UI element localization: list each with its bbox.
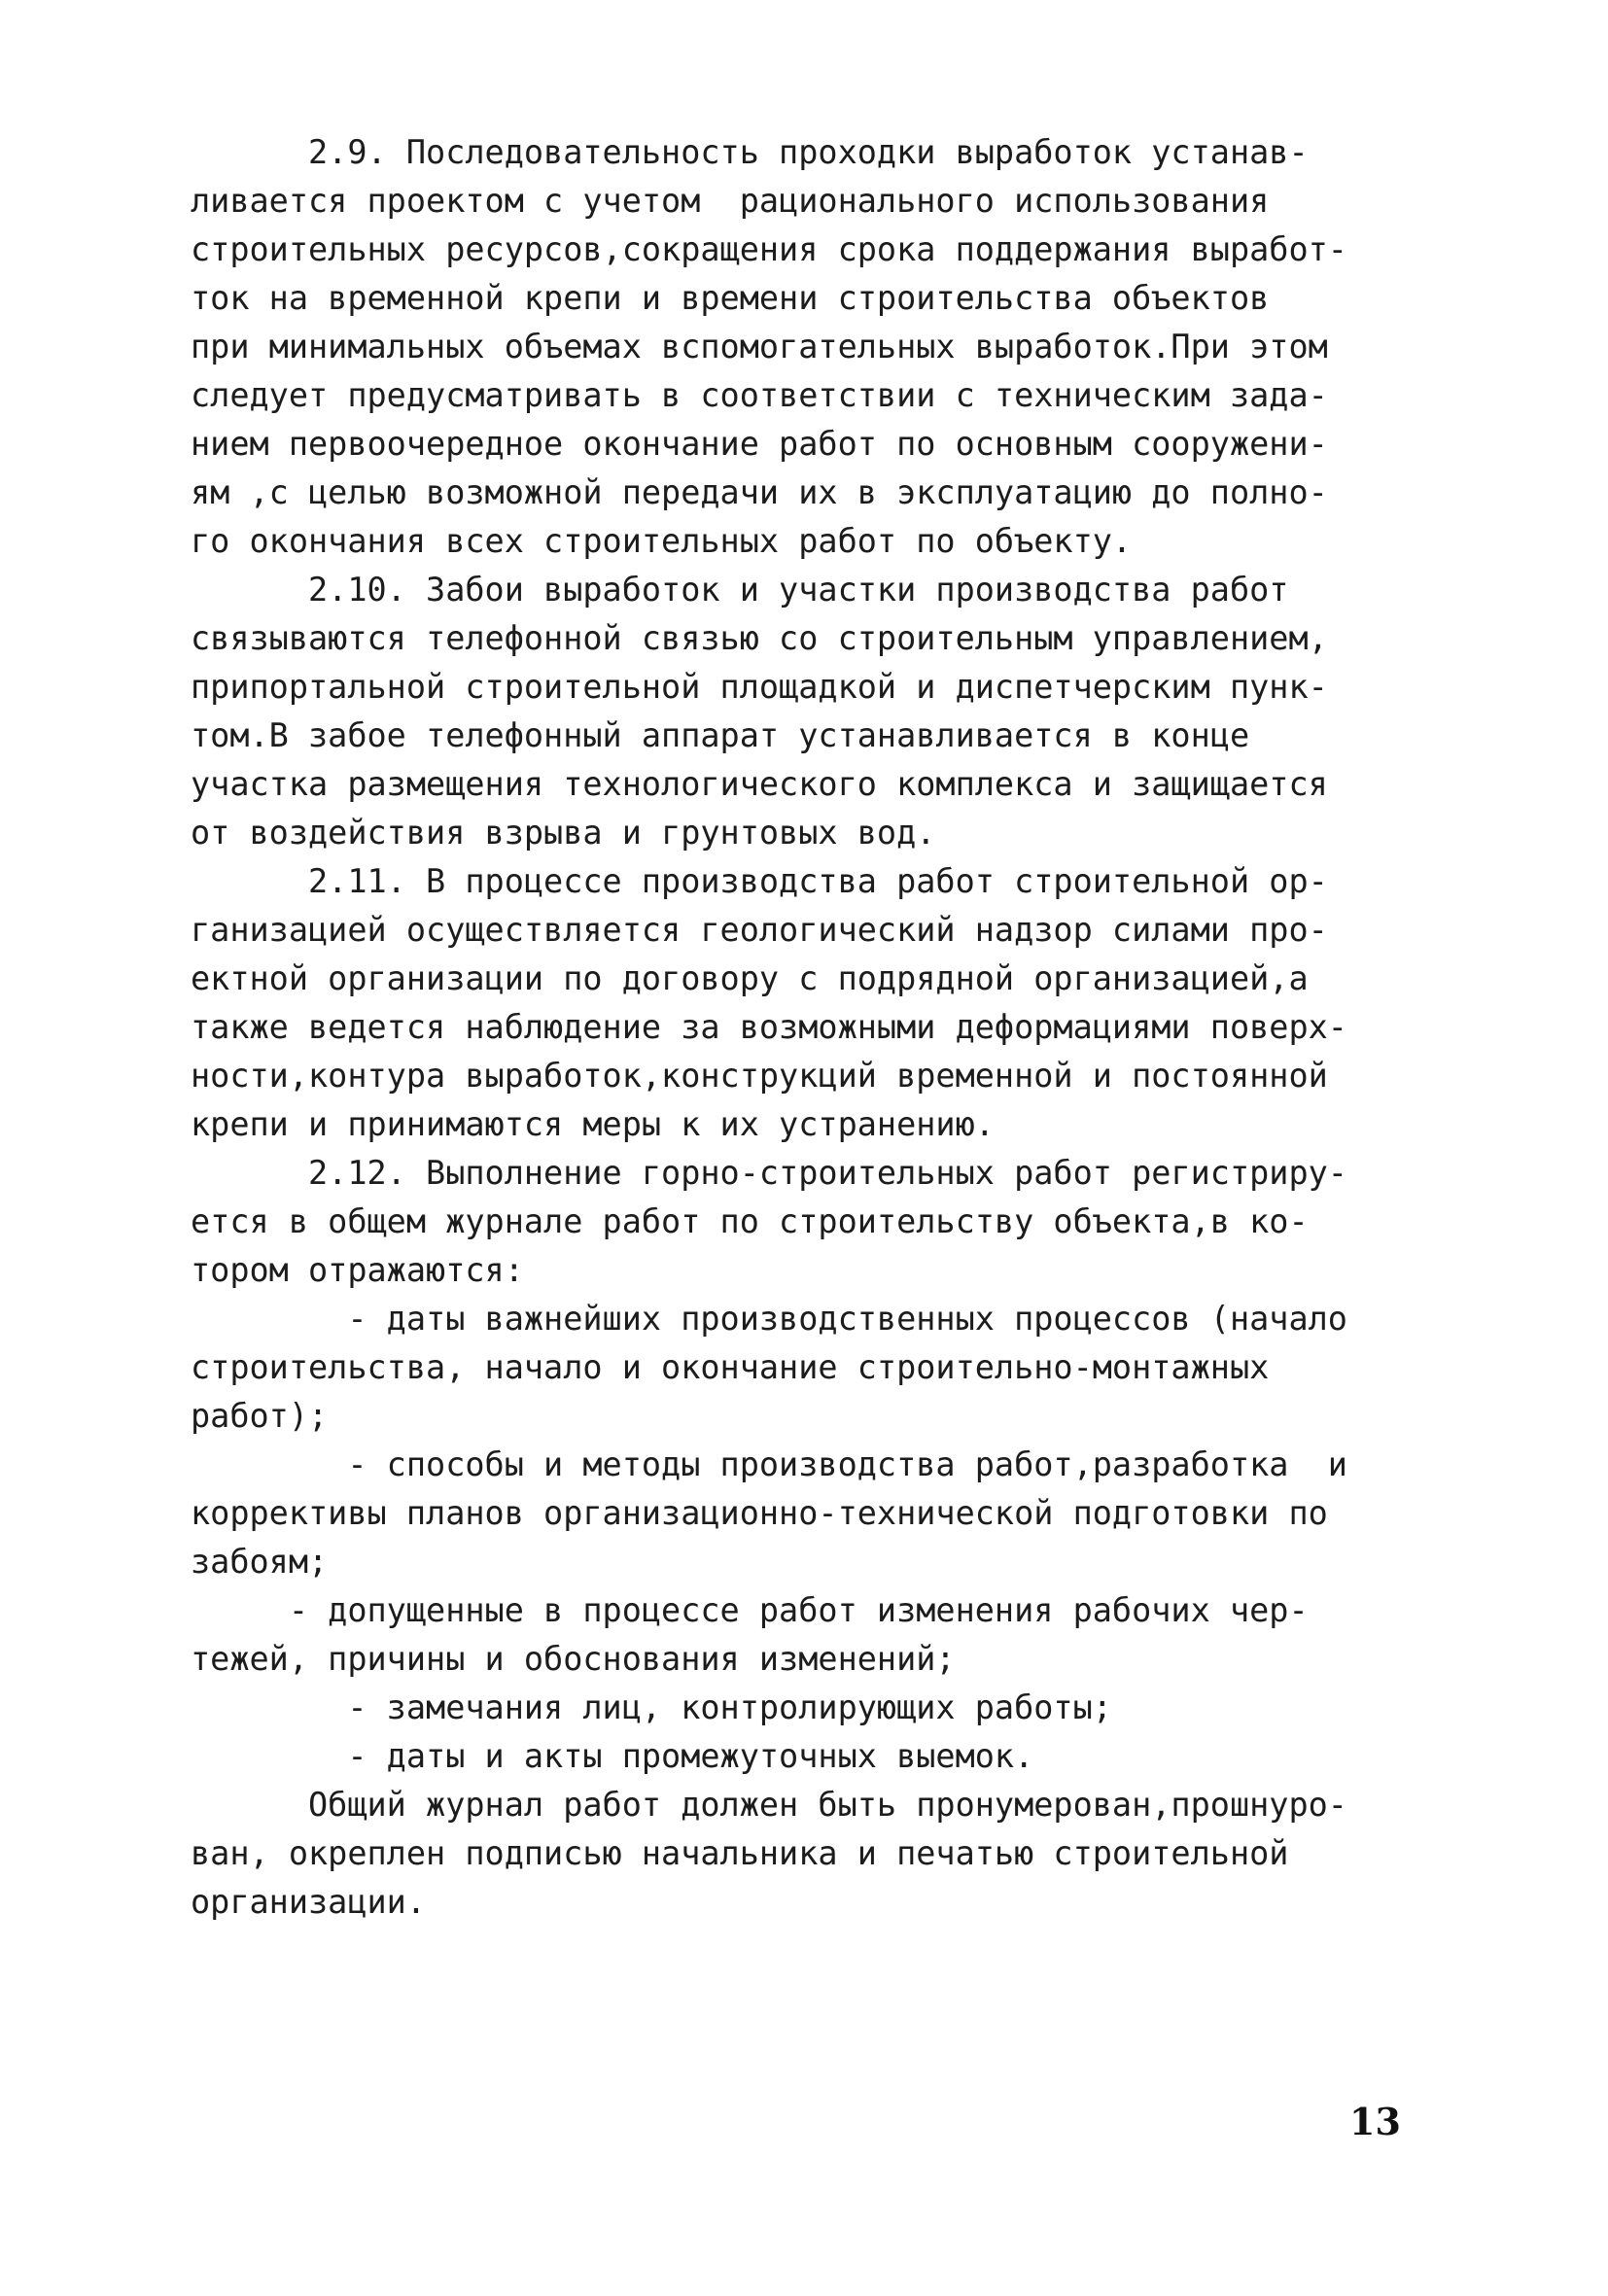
- text-line: - допущенные в процессе работ изменения рабочих чер-: [191, 1591, 1309, 1629]
- text-line: - даты важнейших производственных процессов (начало: [191, 1300, 1347, 1338]
- text-line: при минимальных объемах вспомогательных выработок.При этом: [191, 328, 1328, 365]
- text-line: строительных ресурсов,сокращения срока поддержания выработ-: [191, 230, 1347, 268]
- text-line: ван, окреплен подписью начальника и печатью строительной: [191, 1834, 1289, 1872]
- text-line: также ведется наблюдение за возможными деформациями поверх-: [191, 1008, 1347, 1046]
- text-line: - способы и методы производства работ,разработка и: [191, 1445, 1347, 1483]
- text-line: связываются телефонной связью со строительным управлением,: [191, 619, 1328, 657]
- text-line: ток на временной крепи и времени строительства объектов: [191, 279, 1270, 317]
- text-line: следует предусматривать в соответствии с техническим зада-: [191, 376, 1328, 414]
- text-line: участка размещения технологического комплекса и защищается: [191, 765, 1328, 803]
- text-line: припортальной строительной площадкой и диспетчерским пунк-: [191, 668, 1328, 706]
- text-line: крепи и принимаются меры к их устранению.: [191, 1105, 995, 1143]
- text-line: ливается проектом с учетом рационального использования: [191, 182, 1270, 220]
- text-line: том.В забое телефонный аппарат устанавливается в конце: [191, 716, 1250, 754]
- text-line: 2.11. В процессе производства работ строительной ор-: [191, 862, 1328, 900]
- text-line: ганизацией осуществляется геологический надзор силами про-: [191, 911, 1328, 949]
- text-line: ется в общем журнале работ по строительству объекта,в ко-: [191, 1202, 1309, 1240]
- document-body: [191, 128, 1406, 1927]
- text-line: тором отражаются:: [191, 1251, 524, 1289]
- text-line: ектной организации по договору с подрядной организацией,а: [191, 959, 1309, 997]
- text-line: - даты и акты промежуточных выемок.: [191, 1737, 1034, 1775]
- text-line: работ);: [191, 1397, 329, 1435]
- text-line: 2.12. Выполнение горно-строительных работ регистриру-: [191, 1154, 1347, 1192]
- text-line: от воздействия взрыва и грунтовых вод.: [191, 814, 936, 852]
- text-line: 2.9. Последовательность проходки выработок устанав-: [191, 133, 1309, 171]
- text-line: тежей, причины и обоснования изменений;: [191, 1640, 956, 1678]
- text-line: ности,контура выработок,конструкций временной и постоянной: [191, 1057, 1328, 1095]
- text-line: нием первоочередное окончание работ по основным сооружени-: [191, 425, 1328, 463]
- page-number: 13: [1349, 2100, 1401, 2143]
- text-line: - замечания лиц, контролирующих работы;: [191, 1688, 1112, 1726]
- text-line: го окончания всех строительных работ по объекту.: [191, 522, 1133, 560]
- text-line: 2.10. Забои выработок и участки производства работ: [191, 571, 1289, 609]
- text-line: ям ,с целью возможной передачи их в эксплуатацию до полно-: [191, 473, 1328, 511]
- text-line: коррективы планов организационно-технической подготовки по: [191, 1494, 1328, 1532]
- text-line: строительства, начало и окончание строительно-монтажных: [191, 1348, 1270, 1386]
- text-line: организации.: [191, 1883, 427, 1921]
- text-line: забоям;: [191, 1543, 329, 1581]
- text-line: Общий журнал работ должен быть пронумерован,прошнуро-: [191, 1786, 1347, 1824]
